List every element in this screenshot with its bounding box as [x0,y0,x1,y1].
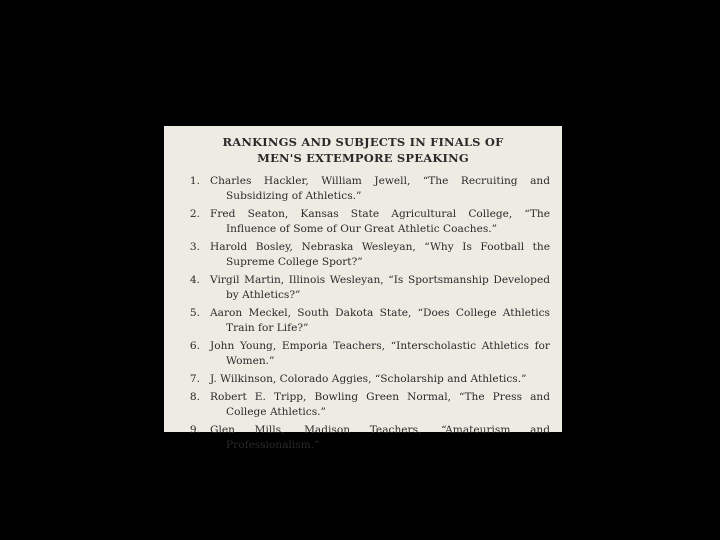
list-item [176,423,550,454]
list-item [176,273,550,304]
entry-number: 5. [189,307,200,319]
entry-text: Robert E. Tripp, Bowling Green Normal, “The Press and College Athletics.” [210,390,550,418]
entry-number: 6. [189,340,200,352]
entry-number: 9. [189,423,200,436]
list-item [176,207,550,238]
entry-number: 1. [189,175,200,187]
entry-text: Aaron Meckel, South Dakota State, “Does College Athletics Train for Life?” [210,307,550,335]
list-item [176,339,550,370]
entry-text: Virgil Martin, Illinois Wesleyan, “Is Sportsmanship Developed by Athletics?” [210,274,550,302]
list-item [176,306,550,337]
list-item [176,240,550,271]
entry-text: J. Wilkinson, Colorado Aggies, “Scholarship and Athletics.” [210,373,527,385]
entry-number: 2. [189,208,200,220]
rankings-list [176,174,550,453]
document-heading [176,134,550,166]
list-item [176,174,550,205]
entry-number: 8. [189,390,200,403]
scanned-page [164,126,562,451]
entry-text: Harold Bosley, Nebraska Wesleyan, “Why Is Football the Supreme College Sport?” [210,241,550,269]
heading-line-1: RANKINGS AND SUBJECTS IN FINALS OF [222,135,504,149]
list-item [176,372,550,387]
entry-number: 7. [189,373,200,385]
heading-line-2: MEN'S EXTEMPORE SPEAKING [257,151,469,165]
list-item [176,390,550,421]
entry-text: Fred Seaton, Kansas State Agricultural College, “The Influence of Some of Our Great Athletic Coaches.” [210,208,550,236]
entry-text: Charles Hackler, William Jewell, “The Recruiting and Subsidizing of Athletics.” [210,175,550,203]
entry-number: 3. [189,241,200,253]
entry-text: Glen Mills, Madison Teachers, “Amateurism and Professionalism.” [210,423,550,451]
entry-number: 4. [189,274,200,286]
entry-text: John Young, Emporia Teachers, “Interscholastic Athletics for Women.” [210,340,550,368]
